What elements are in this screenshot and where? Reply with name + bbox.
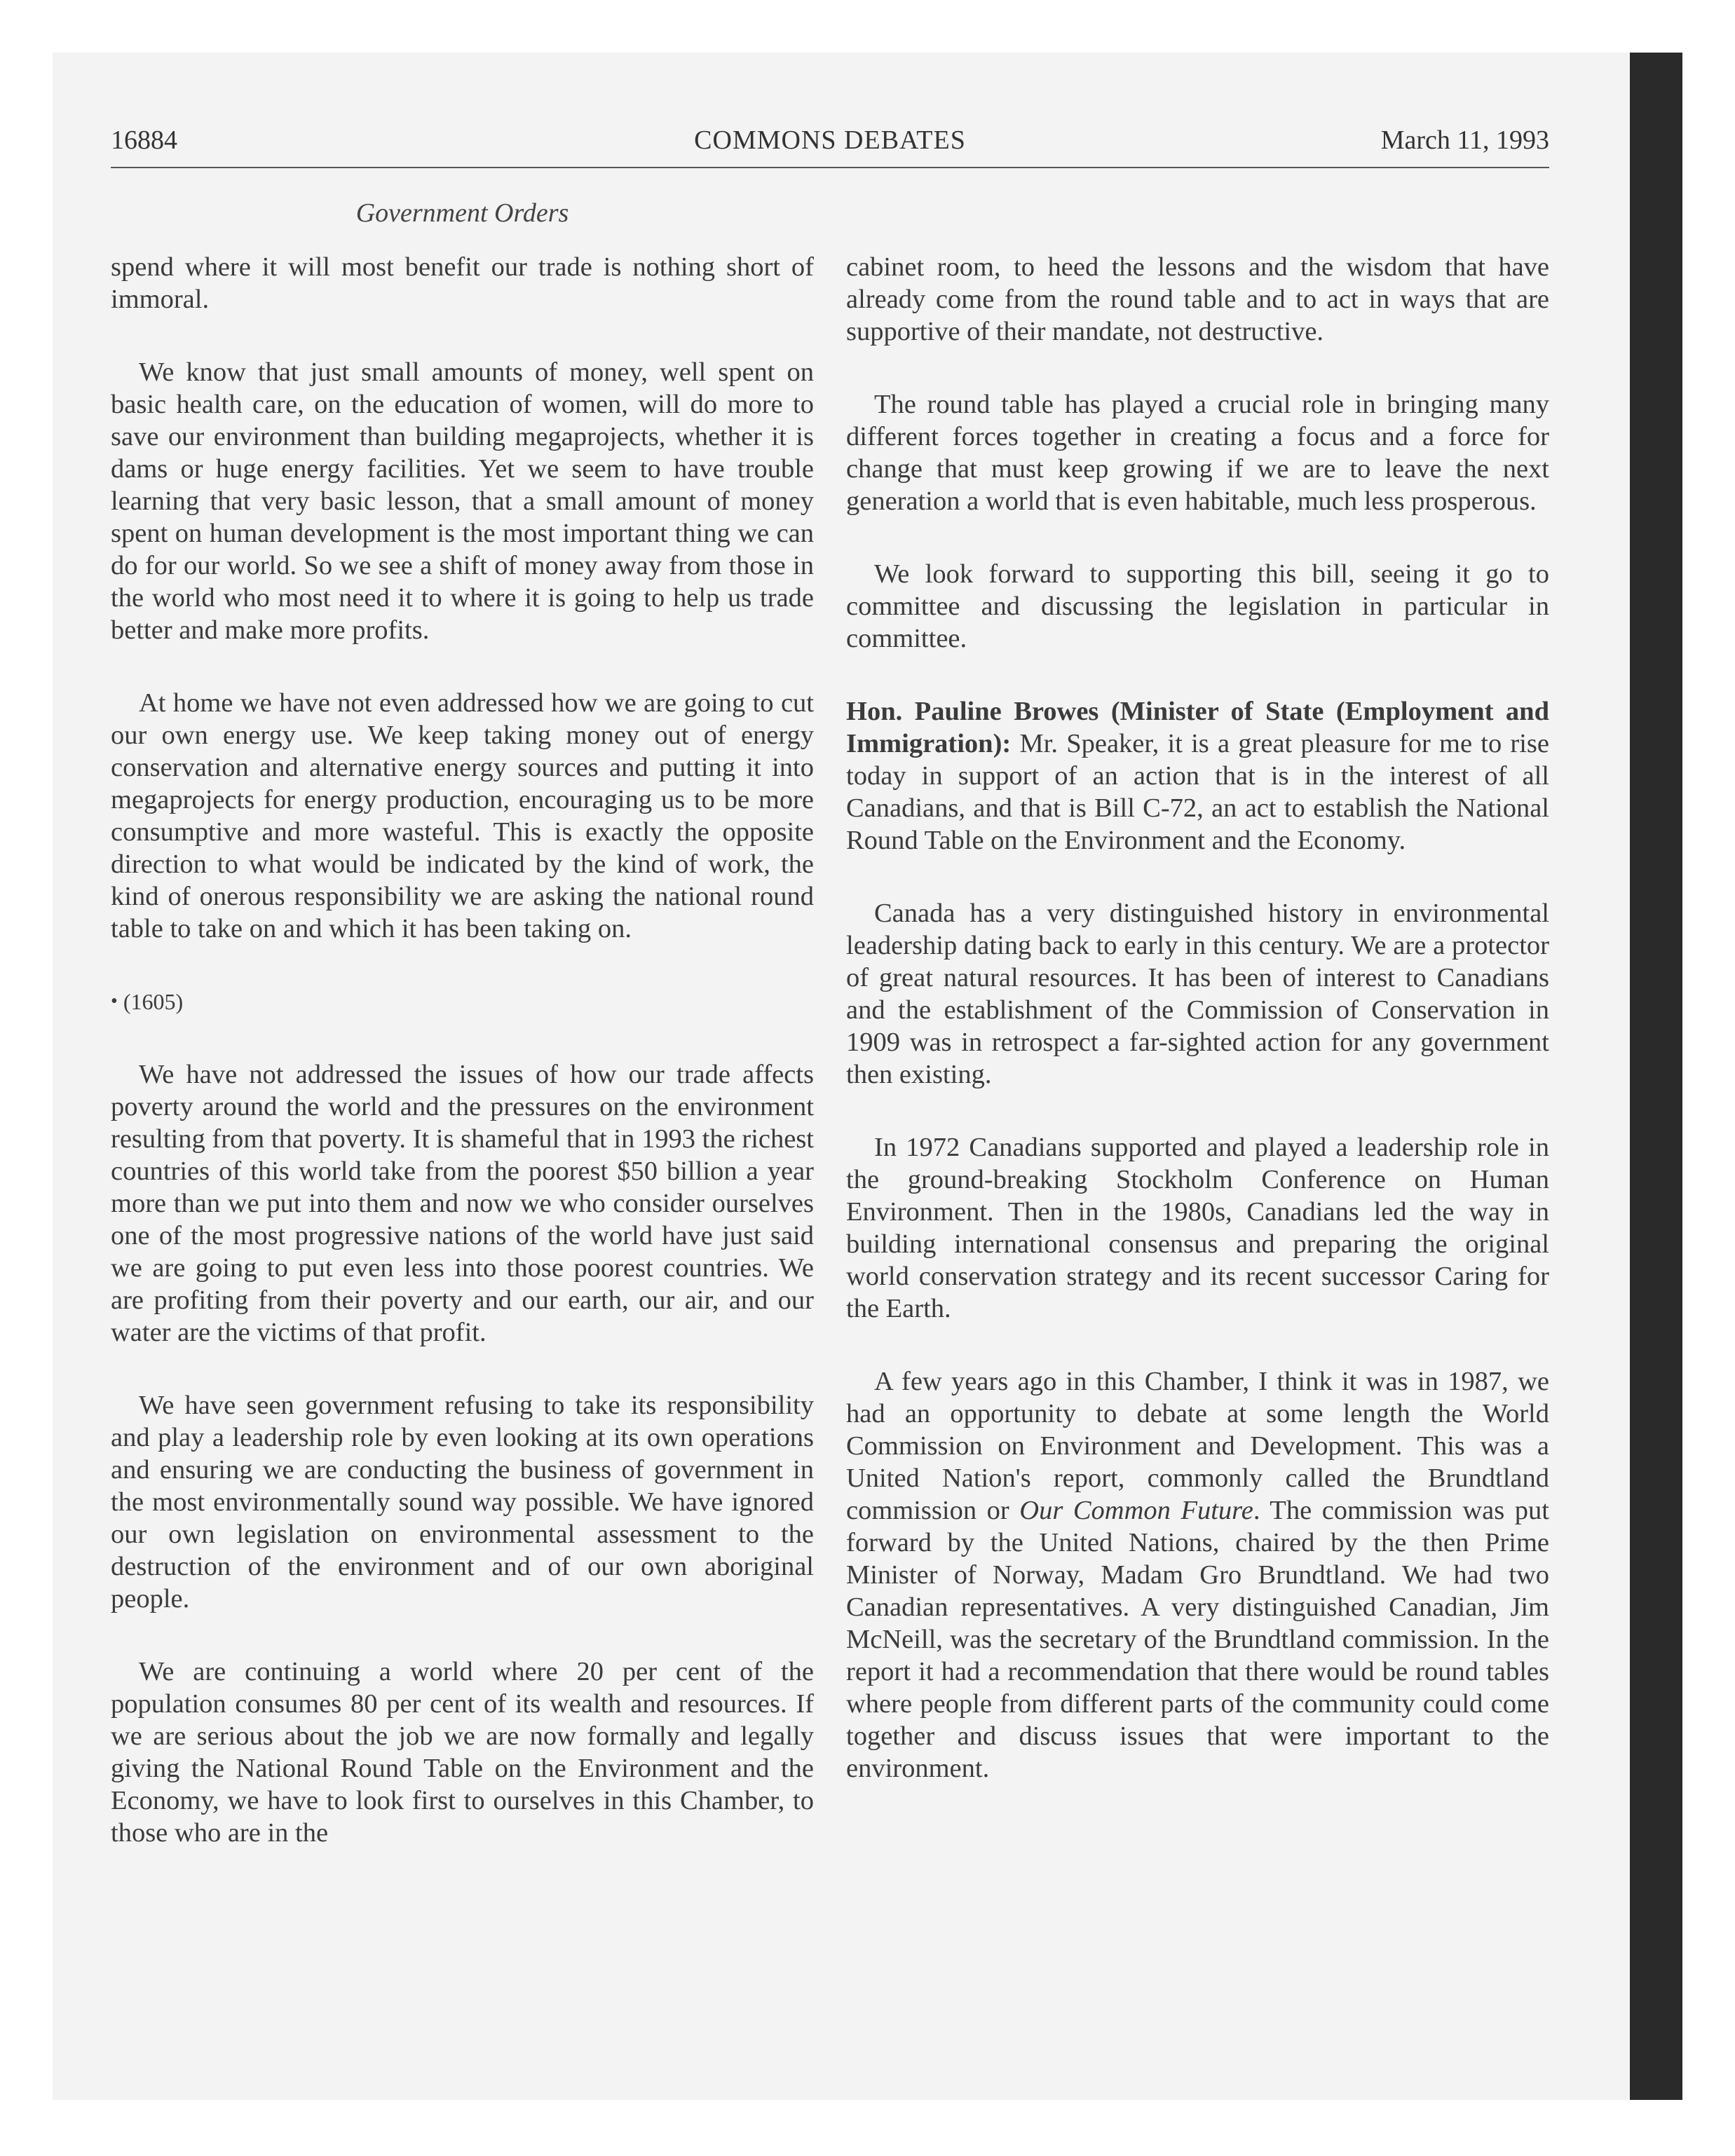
paragraph: In 1972 Canadians supported and played a leadership role in the ground-breaking Stockholm Conference on Human Environment. Then in the 1980s, Canadians led the way in building international consensus and preparing the original world conservation strategy and its recent successor Caring for the Earth. <box>846 1133 1549 1323</box>
paragraph: The round table has played a crucial role in bringing many different forces together in creating a focus and a force for change that must keep growing if we are to leave the next generation a world that is even habitable, much less prosperous. <box>846 390 1549 516</box>
paragraph: At home we have not even addressed how we are going to cut our own energy use. We keep taking money out of energy conservation and alternative energy sources and putting it into megaprojects for energy production, encouraging us to be more consumptive and more wasteful. This is exactly the opposite direction to what would be indicated by the kind of work, the kind of onerous responsibility we are asking the national round table to take on and which it has been taking on. <box>111 688 814 943</box>
paragraph: We look forward to supporting this bill, seeing it go to committee and discussing the legislation in particular in committee. <box>846 559 1549 653</box>
page-header <box>111 125 1549 167</box>
paragraph: Canada has a very distinguished history in environmental leadership dating back to early in this century. We are a protector of great natural resources. It has been of interest to Canadians and the establishment of the Commission of Conservation in 1909 was in retrospect a far-sighted action for any government then existing. <box>846 899 1549 1089</box>
report-title: Our Common Future <box>1019 1496 1253 1525</box>
header-rule <box>111 167 1549 168</box>
paragraph: spend where it will most benefit our trade is nothing short of immoral. <box>111 252 814 314</box>
paragraph: We know that just small amounts of money, well spent on basic health care, on the education of women, will do more to save our environment than building megaprojects, whether it is dams or huge energy facilities. Yet we seem to have trouble learning that very basic lesson, that a small amount of money spent on human development is the most important thing we can do for our world. So we see a shift of money away from those in the world who most need it to where it is going to help us trade better and make more profits. <box>111 357 814 645</box>
section-title: Government Orders <box>355 198 569 228</box>
speech-text: Mr. Speaker, it is a great pleasure for me to rise today in support of an action that is in the interest of all Canadians, and that is Bill C-72, an act to establish the National Round Table on the Environment and the Economy. <box>846 729 1549 855</box>
speaker-paragraph <box>846 695 1549 857</box>
paragraph: cabinet room, to heed the lessons and the wisdom that have already come from the round table and to act in ways that are supportive of their mandate, not destructive. <box>846 252 1549 346</box>
speaker-name: Hon. Pauline Browes (Minister of State (Employment and Immigration): <box>846 697 1549 758</box>
journal-title: COMMONS DEBATES <box>694 125 966 155</box>
scan-edge-shadow <box>1630 53 1682 2100</box>
paragraph <box>846 1365 1549 1785</box>
time-marker <box>111 985 814 1018</box>
page-number: 16884 <box>111 125 177 155</box>
left-column <box>111 251 814 1890</box>
paragraph: We are continuing a world where 20 per cent of the population consumes 80 per cent of its wealth and resources. If we are serious about the job we are now formally and legally giving the National Round Table on the Environment and the Economy, we have to look first to ourselves in this Chamber, to those who are in the <box>111 1657 814 1848</box>
paragraph: We have seen government refusing to take its responsibility and play a leadership role by even looking at its own operations and ensuring we are conducting the business of government in the most environmentally sound way possible. We have ignored our own legislation on environmental assessment to the destruction of the environment and of our own aboriginal people. <box>111 1391 814 1613</box>
time-marker-label: (1605) <box>123 989 184 1014</box>
paragraph-text: A few years ago in this Chamber, I think it was in 1987, we had an opportunity to debate at some length the World Commission on Environment and Development. This was a United Nation's report, commonly called the Brundtland commission or <box>846 1367 1549 1525</box>
right-column <box>846 251 1549 1825</box>
page-date: March 11, 1993 <box>1380 125 1549 155</box>
paragraph-text: . The commission was put forward by the United Nations, chaired by the then Prime Minister of Norway, Madam Gro Brundtland. We had two Canadian representatives. A very distinguished Canadian, Jim McNeill, was the secretary of the Brundtland commission. In the report it had a recommendation that there would be round tables where people from different parts of the community could come together and discuss issues that were important to the environment. <box>846 1496 1549 1783</box>
paragraph: We have not addressed the issues of how our trade affects poverty around the world and the pressures on the environment resulting from that poverty. It is shameful that in 1993 the richest countries of this world take from the poorest $50 billion a year more than we put into them and now we who consider ourselves one of the most progressive nations of the world have just said we are going to put even less into those poorest countries. We are profiting from their poverty and our earth, our air, and our water are the victims of that profit. <box>111 1060 814 1347</box>
bullet-icon: • <box>111 990 118 1012</box>
